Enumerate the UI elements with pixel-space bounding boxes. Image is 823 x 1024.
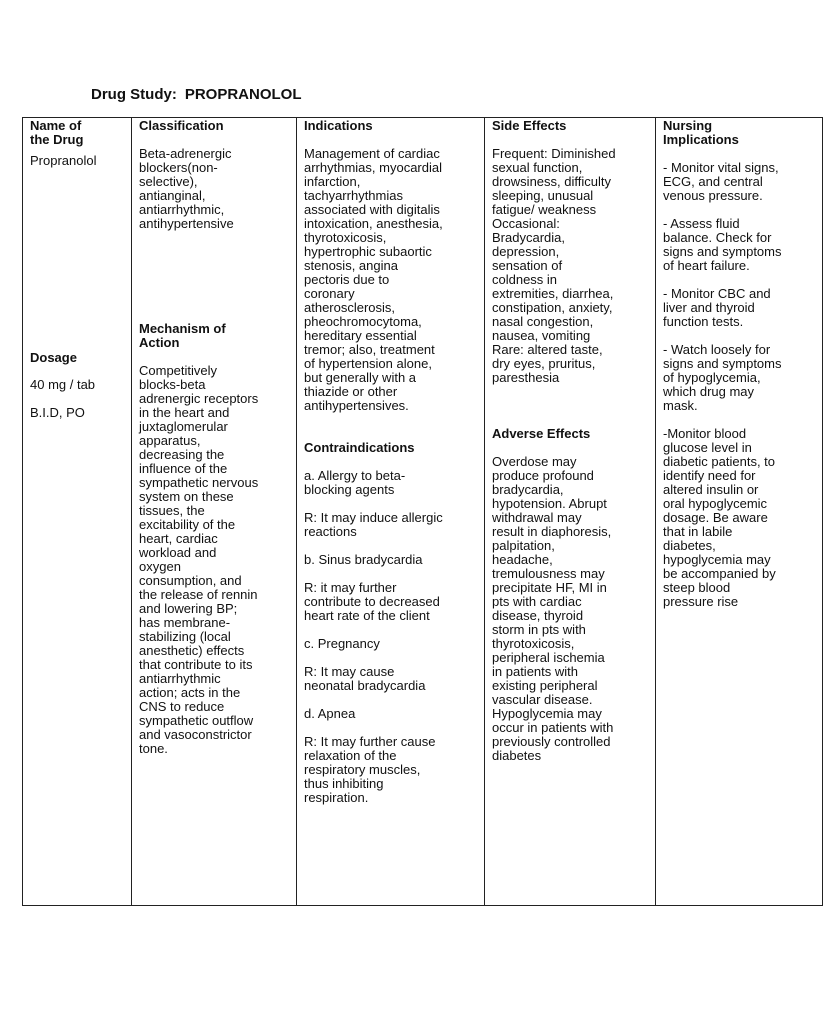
classification-text: Beta-adrenergic blockers(non- selective), antianginal, antiarrhythmic, antihypertensive bbox=[139, 146, 234, 231]
name-column-header: Name of the Drug bbox=[30, 118, 84, 147]
mechanism-header: Mechanism of Action bbox=[139, 321, 226, 350]
nursing-item: - Assess fluid balance. Check for signs and symptoms of heart failure. bbox=[663, 216, 782, 273]
side-effects-column bbox=[485, 118, 656, 906]
nursing-column bbox=[656, 118, 823, 906]
contraindication-reason: R: It may cause neonatal bradycardia bbox=[304, 664, 426, 693]
indications-column bbox=[297, 118, 485, 906]
title-drug-name: PROPRANOLOL bbox=[184, 86, 302, 103]
side-effects-text: Frequent: Diminished sexual function, drowsiness, difficulty sleeping, unusual fatigue/ weakness Occasional: Bradycardia, depression, sensation of coldness in extremities, diarrhea, constipation, anxiety, nasal congestion, nausea, vomiting Rare: altered taste, dry eyes, pruritus, paresthesia bbox=[492, 146, 616, 385]
contraindication-reason: R: It may induce allergic reactions bbox=[304, 510, 443, 539]
drug-name: Propranolol bbox=[30, 153, 97, 168]
contraindication-item: b. Sinus bradycardia bbox=[304, 552, 423, 567]
contraindication-item: a. Allergy to beta- blocking agents bbox=[304, 468, 406, 497]
nursing-item: - Watch loosely for signs and symptoms of hypoglycemia, which drug may mask. bbox=[663, 342, 782, 413]
contraindication-reason: R: It may further cause relaxation of the respiratory muscles, thus inhibiting respiration. bbox=[304, 734, 436, 805]
nursing-item: -Monitor blood glucose level in diabetic patients, to identify need for altered insulin or oral hypoglycemic dosage. Be aware that in labile diabetes, hypoglycemia may be accompanied by steep blood pressure rise bbox=[663, 426, 776, 609]
mechanism-text: Competitively blocks-beta adrenergic receptors in the heart and juxtaglomerular apparatus, decreasing the influence of the sympathetic nervous system on these tissues, the excitability of the heart, cardiac workload and oxygen consumption, and the release of rennin and lowering BP; has membrane- stabilizing (local anesthetic) effects that contribute to its antiarrhythmic action; acts in the CNS to reduce sympathetic outflow and vasoconstrictor tone. bbox=[139, 363, 259, 756]
side-effects-header: Side Effects bbox=[492, 118, 567, 133]
indications-header: Indications bbox=[304, 118, 373, 133]
adverse-effects-header: Adverse Effects bbox=[492, 426, 591, 441]
dosage-amount: 40 mg / tab bbox=[30, 377, 96, 392]
title-label: Drug Study: bbox=[91, 86, 177, 103]
page-title bbox=[91, 86, 302, 103]
table-row bbox=[23, 118, 823, 906]
indications-text: Management of cardiac arrhythmias, myocardial infarction, tachyarrhythmias associated with digitalis intoxication, anesthesia, thyrotoxicosis, hypertrophic subaortic stenosis, angina pectoris due to coronary atherosclerosis, pheochromocytoma, hereditary essential tremor; also, treatment of hypertension alone, but generally with a thiazide or other antihypertensives. bbox=[304, 146, 443, 413]
dosage-header: Dosage bbox=[30, 350, 77, 365]
contraindications-header: Contraindications bbox=[304, 440, 415, 455]
nursing-item: - Monitor vital signs, ECG, and central venous pressure. bbox=[663, 160, 779, 203]
contraindication-reason: R: it may further contribute to decreased heart rate of the client bbox=[304, 580, 440, 623]
contraindication-item: c. Pregnancy bbox=[304, 636, 380, 651]
contraindication-item: d. Apnea bbox=[304, 706, 356, 721]
drug-study-table bbox=[22, 117, 823, 906]
nursing-header: Nursing Implications bbox=[663, 118, 739, 147]
classification-header: Classification bbox=[139, 118, 224, 133]
nursing-item: - Monitor CBC and liver and thyroid function tests. bbox=[663, 286, 771, 329]
name-column bbox=[23, 118, 132, 906]
adverse-effects-text: Overdose may produce profound bradycardia, hypotension. Abrupt withdrawal may result in diaphoresis, palpitation, headache, tremulousness may precipitate HF, MI in pts with cardiac disease, thyroid storm in pts with thyrotoxicosis, peripheral ischemia in patients with existing peripheral vascular disease. Hypoglycemia may occur in patients with previously controlled diabetes bbox=[492, 454, 614, 763]
classification-column bbox=[132, 118, 297, 906]
dosage-frequency: B.I.D, PO bbox=[30, 405, 85, 420]
